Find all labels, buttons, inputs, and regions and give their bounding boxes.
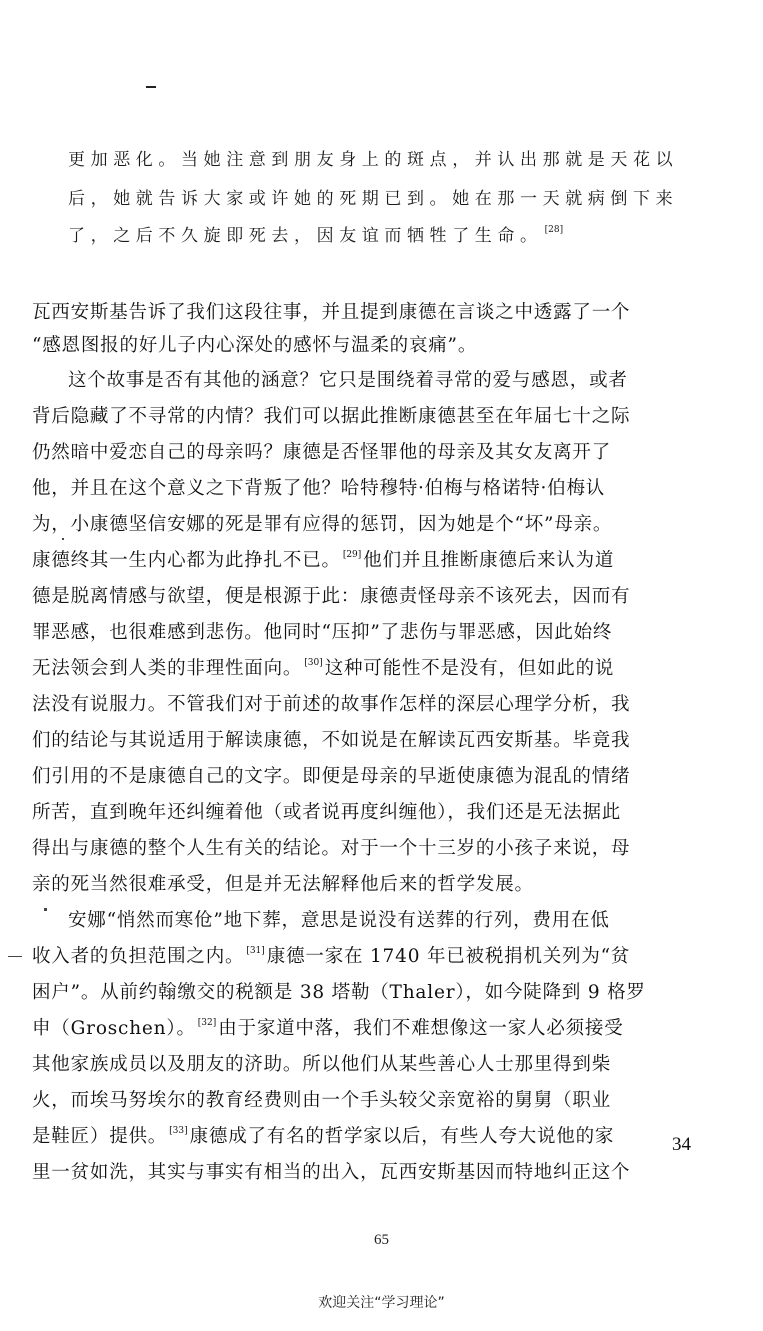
- scan-speck: [8, 956, 22, 957]
- body-line-4: 背后隐藏了不寻常的内情？我们可以据此推断康德甚至在年届七十之际: [32, 406, 631, 427]
- body-line-11-pre: 无法领会到人类的非理性面向。: [32, 658, 303, 679]
- body-line-6: 他，并且在这个意义之下背叛了他？哈特穆特·伯梅与格诺特·伯梅认: [32, 478, 606, 499]
- body-line-18: 安娜“悄然而寒伧”地下葬，意思是说没有送葬的行列，费用在低: [68, 910, 610, 931]
- body-line-11-post: 这种可能性不是没有，但如此的说: [324, 658, 615, 679]
- body-line-8-pre: 康德终其一生内心都为此挣扎不已。: [32, 550, 341, 571]
- body-line-19-post: 康德一家在 1740 年已被税捐机关列为“贫: [266, 946, 631, 967]
- quote-line-2: 后，她就告诉大家或许她的死期已到。她在那一天就病倒下来: [68, 189, 679, 209]
- quote-line-1: 更加恶化。当她注意到朋友身上的斑点，并认出那就是天花以: [68, 150, 679, 170]
- body-line-21: [32, 1014, 624, 1044]
- body-line-22: 其他家族成员以及朋友的济助。所以他们从某些善心人士那里得到柴: [32, 1054, 612, 1075]
- body-line-11: [32, 654, 614, 684]
- body-line-25: 里一贫如洗，其实与事实有相当的出入，瓦西安斯基因而特地纠正这个: [32, 1162, 631, 1183]
- body-line-5: 仍然暗中爱恋自己的母亲吗？康德是否怪罪他的母亲及其女友离开了: [32, 442, 612, 463]
- footnote-ref-30: [30]: [304, 658, 323, 668]
- scan-speck: [62, 538, 64, 540]
- body-line-21-pre: 申（Groschen）。: [32, 1018, 196, 1039]
- body-line-3: 这个故事是否有其他的涵意？它只是围绕着寻常的爱与感恩，或者: [68, 370, 628, 391]
- body-line-23: 火，而埃马努埃尔的教育经费则由一个手头较父亲宽裕的舅舅（职业: [32, 1090, 612, 1111]
- quote-line-3-text: 了，之后不久旋即死去，因友谊而牺牲了生命。: [68, 226, 543, 246]
- scan-speck: [44, 908, 47, 911]
- body-line-17: 亲的死当然很难承受，但是并无法解释他后来的哲学发展。: [32, 874, 534, 895]
- quote-line-3: [68, 224, 565, 248]
- body-line-24: [32, 1122, 614, 1152]
- body-line-9: 德是脱离情感与欲望，便是根源于此：康德责怪母亲不该死去，因而有: [32, 586, 631, 607]
- body-line-19: [32, 942, 630, 972]
- footnote-ref-32: [32]: [197, 1018, 217, 1028]
- body-line-24-post: 康德成了有名的哲学家以后，有些人夸大说他的家: [189, 1126, 615, 1147]
- body-line-14: 们引用的不是康德自己的文字。即便是母亲的早逝使康德为混乱的情绪: [32, 766, 631, 787]
- body-line-13: 们的结论与其说适用于解读康德，不如说是在解读瓦西安斯基。毕竟我: [32, 730, 631, 751]
- footer-caption: 欢迎关注“学习理论”: [318, 1295, 445, 1311]
- body-line-16: 得出与康德的整个人生有关的结论。对于一个十三岁的小孩子来说，母: [32, 838, 631, 859]
- body-line-19-pre: 收入者的负担范围之内。: [32, 946, 245, 967]
- margin-page-number: 34: [672, 1134, 691, 1155]
- body-line-8: [32, 546, 614, 576]
- body-line-15: 所苦，直到晚年还纠缠着他（或者说再度纠缠他），我们还是无法据此: [32, 802, 622, 823]
- stray-mark: [146, 86, 156, 88]
- body-line-10: 罪恶感，也很难感到悲伤。他同时“压抑”了悲伤与罪恶感，因此始终: [32, 622, 613, 643]
- footnote-ref-29: [29]: [342, 550, 362, 560]
- body-line-12: 法没有说服力。不管我们对于前述的故事作怎样的深层心理学分析，我: [32, 694, 631, 715]
- body-line-2: “感恩图报的好儿子内心深处的感怀与温柔的哀痛”。: [32, 335, 478, 356]
- body-line-21-post: 由于家道中落，我们不难想像这一家人必须接受: [218, 1018, 624, 1039]
- body-line-8-post: 他们并且推断康德后来认为道: [363, 550, 615, 571]
- body-line-20: 困户”。从前约翰缴交的税额是 38 塔勒（Thaler），如今陡降到 9 格罗: [32, 982, 646, 1003]
- body-line-24-pre: 是鞋匠）提供。: [32, 1126, 168, 1147]
- page-number: 65: [374, 1232, 389, 1248]
- footnote-ref-31: [31]: [246, 946, 265, 956]
- body-line-7: 为，小康德坚信安娜的死是罪有应得的惩罚，因为她是个“坏”母亲。: [32, 514, 613, 535]
- footnote-ref-33: [33]: [169, 1126, 188, 1136]
- footnote-ref-28: [28]: [544, 225, 564, 235]
- body-line-1: 瓦西安斯基告诉了我们这段往事，并且提到康德在言谈之中透露了一个: [32, 302, 631, 323]
